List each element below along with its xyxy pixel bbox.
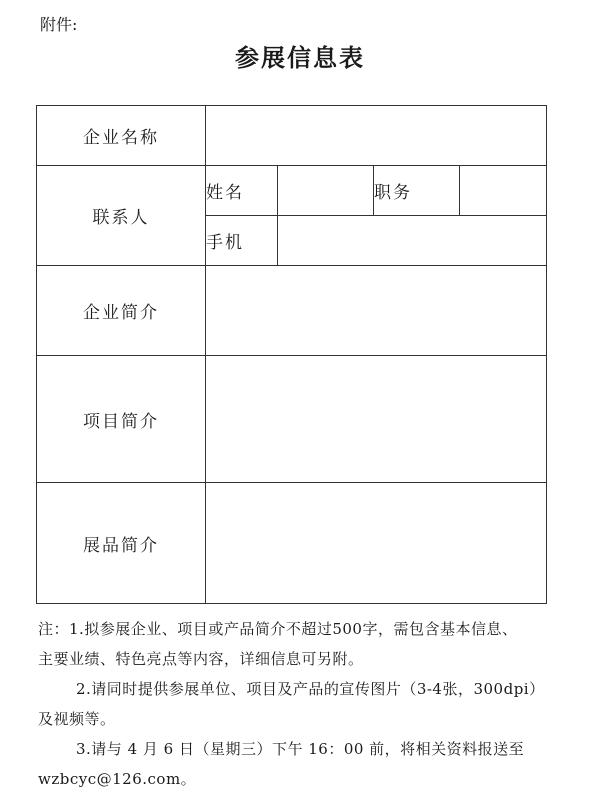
- contact-label: 联系人: [37, 166, 206, 266]
- exhibit-intro-field[interactable]: [206, 483, 547, 604]
- name-field[interactable]: [278, 166, 374, 216]
- note-3-line-2: wzbcyc@126.com。: [38, 770, 197, 788]
- form-title: 参展信息表: [235, 43, 365, 72]
- notes-section: [38, 614, 558, 794]
- note-1-line-2: 主要业绩、特色亮点等内容，详细信息可另附。: [38, 650, 364, 668]
- company-name-field[interactable]: [206, 106, 547, 166]
- exhibit-intro-label: 展品简介: [37, 483, 206, 604]
- note-2-line-1: 2.请同时提供参展单位、项目及产品的宣传图片（3-4张，300dpi）: [76, 680, 545, 698]
- company-intro-label: 企业简介: [37, 266, 206, 356]
- mobile-label: 手机: [206, 216, 278, 266]
- company-name-label: 企业名称: [37, 106, 206, 166]
- exhibition-info-table: [36, 105, 547, 604]
- mobile-field[interactable]: [278, 216, 547, 266]
- attachment-label: 附件:: [40, 15, 78, 34]
- position-label: 职务: [374, 166, 460, 216]
- project-intro-field[interactable]: [206, 356, 547, 483]
- note-2-line-2: 及视频等。: [38, 710, 116, 728]
- position-field[interactable]: [460, 166, 547, 216]
- name-label: 姓名: [206, 166, 278, 216]
- note-3-line-1: 3.请与 4 月 6 日（星期三）下午 16：00 前，将相关资料报送至: [76, 740, 525, 758]
- note-1-line-1: 注：1.拟参展企业、项目或产品简介不超过500字，需包含基本信息、: [38, 620, 518, 638]
- company-intro-field[interactable]: [206, 266, 547, 356]
- project-intro-label: 项目简介: [37, 356, 206, 483]
